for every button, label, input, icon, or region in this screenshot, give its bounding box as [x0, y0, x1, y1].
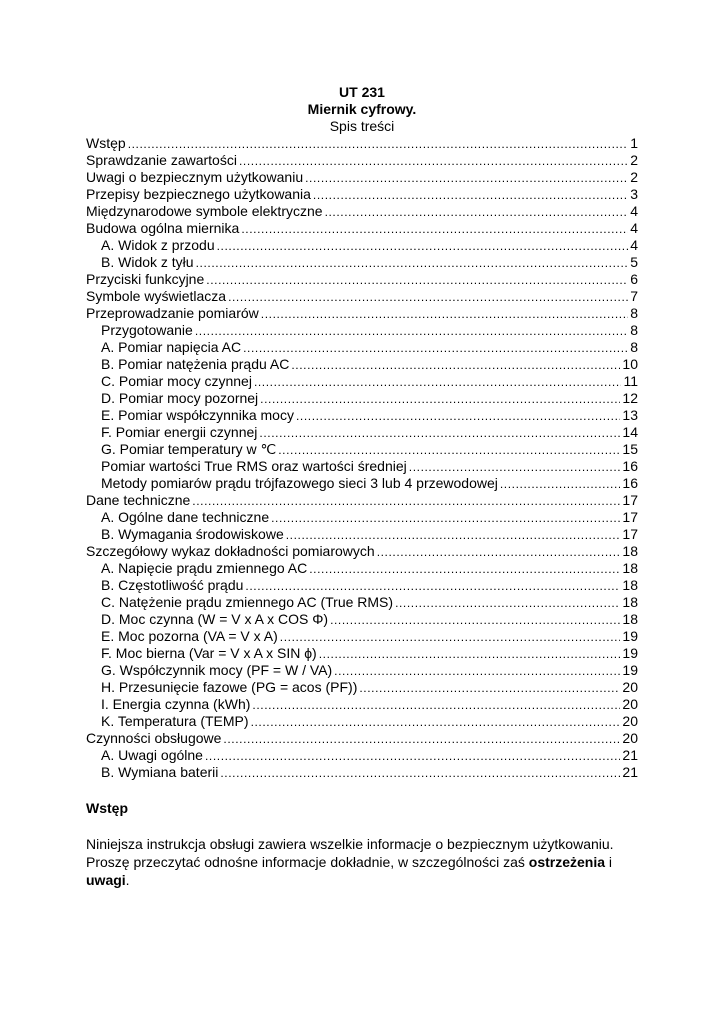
- toc-entry-label: A. Pomiar napięcia AC: [101, 339, 242, 355]
- toc-leader-dots: [330, 611, 620, 629]
- toc-entry[interactable]: [86, 662, 638, 679]
- intro-bold-warnings: ostrzeżenia: [528, 854, 606, 870]
- toc-entry[interactable]: [86, 543, 638, 560]
- toc-entry-page: 17: [622, 509, 638, 525]
- toc-leader-dots: [254, 373, 622, 391]
- toc-entry-label: D. Moc czynna (W = V x A x COS Φ): [101, 611, 329, 627]
- toc-leader-dots: [261, 305, 628, 323]
- toc-entry-page: 17: [622, 492, 638, 508]
- toc-entry[interactable]: [86, 169, 638, 186]
- toc-entry[interactable]: [86, 492, 638, 509]
- toc-entry-label: Przygotowanie: [101, 322, 193, 338]
- toc-leader-dots: [334, 662, 620, 680]
- toc-leader-dots: [291, 356, 620, 374]
- toc-entry[interactable]: [86, 288, 638, 305]
- toc-entry[interactable]: [86, 696, 638, 713]
- toc-leader-dots: [260, 390, 620, 408]
- toc-entry-label: E. Pomiar współczynnika mocy: [101, 407, 294, 423]
- toc-entry[interactable]: [86, 254, 638, 271]
- toc-entry-label: F. Moc bierna (Var = V x A x SIN ϕ): [101, 645, 317, 661]
- toc-leader-dots: [313, 186, 628, 204]
- toc-entry-page: 8: [630, 339, 638, 355]
- toc-entry-label: Przepisy bezpiecznego użytkowania: [86, 186, 311, 202]
- toc-entry[interactable]: [86, 764, 638, 781]
- toc-entry-label: Przyciski funkcyjne: [86, 271, 205, 287]
- toc-entry-page: 8: [630, 322, 638, 338]
- toc-leader-dots: [377, 543, 621, 561]
- toc-entry[interactable]: [86, 356, 638, 373]
- toc-entry-page: 11: [623, 373, 638, 389]
- toc-entry-label: A. Ogólne dane techniczne: [101, 509, 270, 525]
- toc-entry-label: B. Wymiana baterii: [101, 764, 219, 780]
- toc-entry-label: K. Temperatura (TEMP): [101, 713, 249, 729]
- toc-entry-page: 2: [630, 169, 638, 185]
- toc-entry-label: Międzynarodowe symbole elektryczne: [86, 203, 323, 219]
- toc-entry-label: Dane techniczne: [86, 492, 191, 508]
- toc-entry-label: Sprawdzanie zawartości: [86, 152, 237, 168]
- toc-entry-page: 21: [622, 764, 638, 780]
- intro-text-2: i: [605, 854, 613, 870]
- intro-paragraph: [86, 835, 638, 889]
- toc-entry[interactable]: [86, 339, 638, 356]
- toc-entry-page: 20: [622, 730, 638, 746]
- intro-text-1: Niniejsza instrukcja obsługi zawiera wszelkie informacje o bezpiecznym użytkowaniu. Proszę przeczytać odnośne informacje dokładnie, w szczególności zaś: [86, 836, 614, 870]
- toc-entry[interactable]: [86, 424, 638, 441]
- toc-leader-dots: [286, 526, 621, 544]
- toc-entry[interactable]: [86, 679, 638, 696]
- toc-entry-label: C. Pomiar mocy czynnej: [101, 373, 252, 389]
- toc-entry[interactable]: [86, 526, 638, 543]
- toc-entry-label: F. Pomiar energii czynnej: [101, 424, 258, 440]
- toc-entry-page: 6: [630, 271, 638, 287]
- intro-bold-notes: uwagi: [86, 872, 126, 888]
- toc-entry[interactable]: [86, 560, 638, 577]
- toc-leader-dots: [192, 492, 620, 510]
- section-heading: Wstęp: [86, 800, 128, 816]
- toc-leader-dots: [243, 339, 628, 357]
- toc-entry-label: A. Napięcie prądu zmiennego AC: [101, 560, 308, 576]
- toc-entry-page: 18: [622, 594, 638, 610]
- toc-leader-dots: [196, 254, 629, 272]
- toc-leader-dots: [359, 679, 620, 697]
- intro-text-3: .: [125, 872, 130, 888]
- toc-entry-page: 21: [622, 747, 638, 763]
- toc-entry[interactable]: [86, 509, 638, 526]
- toc-entry-page: 18: [622, 560, 638, 576]
- toc-leader-dots: [251, 713, 621, 731]
- toc-entry-page: 12: [622, 390, 638, 406]
- toc-entry[interactable]: [86, 577, 638, 594]
- toc-entry-page: 4: [630, 220, 638, 236]
- toc-entry-label: Szczegółowy wykaz dokładności pomiarowych: [86, 543, 375, 559]
- toc-leader-dots: [278, 441, 620, 459]
- toc-entry-label: Uwagi o bezpiecznym użytkowaniu: [86, 169, 304, 185]
- toc-entry-page: 20: [622, 679, 638, 695]
- toc-entry-page: 2: [630, 152, 638, 168]
- toc-leader-dots: [395, 594, 620, 612]
- document-model-title: UT 231: [339, 84, 385, 100]
- toc-entry-label: C. Natężenie prądu zmiennego AC (True RMS): [101, 594, 394, 610]
- toc-entry-page: 19: [622, 662, 638, 678]
- toc-entry-label: Symbole wyświetlacza: [86, 288, 227, 304]
- toc-entry-page: 8: [630, 305, 638, 321]
- toc-entry-label: B. Pomiar natężenia prądu AC: [101, 356, 290, 372]
- toc-entry-label: E. Moc pozorna (VA = V x A): [101, 628, 278, 644]
- toc-entry-label: H. Przesunięcie fazowe (PG = acos (PF)): [101, 679, 358, 695]
- toc-entry-page: 20: [622, 713, 638, 729]
- toc-leader-dots: [245, 577, 620, 595]
- toc-entry-page: 16: [622, 458, 638, 474]
- toc-leader-dots: [217, 237, 629, 255]
- toc-leader-dots: [195, 322, 628, 340]
- toc-leader-dots: [259, 424, 620, 442]
- toc-leader-dots: [271, 509, 620, 527]
- toc-entry-label: A. Widok z przodu: [101, 237, 215, 253]
- toc-entry-page: 7: [630, 288, 638, 304]
- toc-entry-page: 15: [622, 441, 638, 457]
- toc-entry[interactable]: [86, 594, 638, 611]
- toc-entry-page: 18: [622, 611, 638, 627]
- toc-leader-dots: [319, 645, 621, 663]
- toc-entry-label: B. Wymagania środowiskowe: [101, 526, 284, 542]
- toc-entry[interactable]: [86, 305, 638, 322]
- toc-entry[interactable]: [86, 271, 638, 288]
- toc-entry[interactable]: [86, 730, 638, 747]
- toc-leader-dots: [220, 764, 620, 782]
- toc-entry-label: I. Energia czynna (kWh): [101, 696, 251, 712]
- toc-entry-page: 17: [622, 526, 638, 542]
- toc-entry-label: Wstęp: [86, 135, 126, 151]
- toc-entry-label: Przeprowadzanie pomiarów: [86, 305, 259, 321]
- toc-entry[interactable]: [86, 373, 638, 390]
- toc-entry-page: 19: [622, 645, 638, 661]
- toc-entry[interactable]: [86, 441, 638, 458]
- toc-entry[interactable]: [86, 458, 638, 475]
- toc-entry-label: A. Uwagi ogólne: [101, 747, 203, 763]
- toc-leader-dots: [252, 696, 620, 714]
- toc-leader-dots: [500, 475, 621, 493]
- toc-entry-label: B. Widok z tyłu: [101, 254, 194, 270]
- toc-entry[interactable]: [86, 135, 638, 152]
- document-page: [86, 84, 638, 889]
- toc-entry[interactable]: [86, 186, 638, 203]
- toc-leader-dots: [206, 271, 628, 289]
- toc-leader-dots: [223, 730, 620, 748]
- toc-entry[interactable]: [86, 220, 638, 237]
- toc-leader-dots: [241, 220, 628, 238]
- toc-entry-label: G. Pomiar temperatury w ℃: [101, 441, 277, 457]
- toc-entry[interactable]: [86, 611, 638, 628]
- toc-entry[interactable]: [86, 237, 638, 254]
- toc-entry-page: 19: [622, 628, 638, 644]
- toc-entry-page: 18: [622, 577, 638, 593]
- toc-leader-dots: [128, 135, 629, 153]
- toc-entry-page: 18: [622, 543, 638, 559]
- toc-entry-label: D. Pomiar mocy pozornej: [101, 390, 259, 406]
- toc-entry-label: Czynności obsługowe: [86, 730, 222, 746]
- toc-entry[interactable]: [86, 628, 638, 645]
- toc-entry-page: 16: [622, 475, 638, 491]
- toc-heading: Spis treści: [329, 118, 395, 134]
- toc-entry[interactable]: [86, 203, 638, 220]
- toc-entry[interactable]: [86, 390, 638, 407]
- toc-entry-page: 20: [622, 696, 638, 712]
- toc-entry-page: 5: [630, 254, 638, 270]
- document-name-title: Miernik cyfrowy.: [307, 101, 417, 117]
- toc-entry-label: G. Współczynnik mocy (PF = W / VA): [101, 662, 333, 678]
- toc-entry[interactable]: [86, 475, 638, 492]
- toc-entry-page: 3: [630, 186, 638, 202]
- toc-entry[interactable]: [86, 713, 638, 730]
- toc-entry-page: 1: [630, 135, 638, 151]
- toc-leader-dots: [325, 203, 629, 221]
- toc-leader-dots: [309, 560, 620, 578]
- toc-entry-page: 4: [630, 203, 638, 219]
- toc-entry[interactable]: [86, 322, 638, 339]
- table-of-contents: [86, 135, 638, 781]
- toc-entry-page: 14: [622, 424, 638, 440]
- toc-entry[interactable]: [86, 645, 638, 662]
- toc-leader-dots: [280, 628, 621, 646]
- toc-entry[interactable]: [86, 407, 638, 424]
- toc-entry-label: B. Częstotliwość prądu: [101, 577, 244, 593]
- toc-entry-label: Budowa ogólna miernika: [86, 220, 240, 236]
- toc-entry-page: 4: [630, 237, 638, 253]
- toc-entry[interactable]: [86, 747, 638, 764]
- toc-leader-dots: [409, 458, 621, 476]
- toc-leader-dots: [239, 152, 628, 170]
- toc-leader-dots: [205, 747, 620, 765]
- toc-entry-label: Pomiar wartości True RMS oraz wartości średniej: [101, 458, 407, 474]
- toc-entry[interactable]: [86, 152, 638, 169]
- toc-leader-dots: [228, 288, 628, 306]
- toc-entry-label: Metody pomiarów prądu trójfazowego sieci 3 lub 4 przewodowej: [101, 475, 498, 491]
- toc-entry-page: 10: [622, 356, 638, 372]
- toc-leader-dots: [296, 407, 620, 425]
- toc-leader-dots: [305, 169, 628, 187]
- toc-entry-page: 13: [622, 407, 638, 423]
